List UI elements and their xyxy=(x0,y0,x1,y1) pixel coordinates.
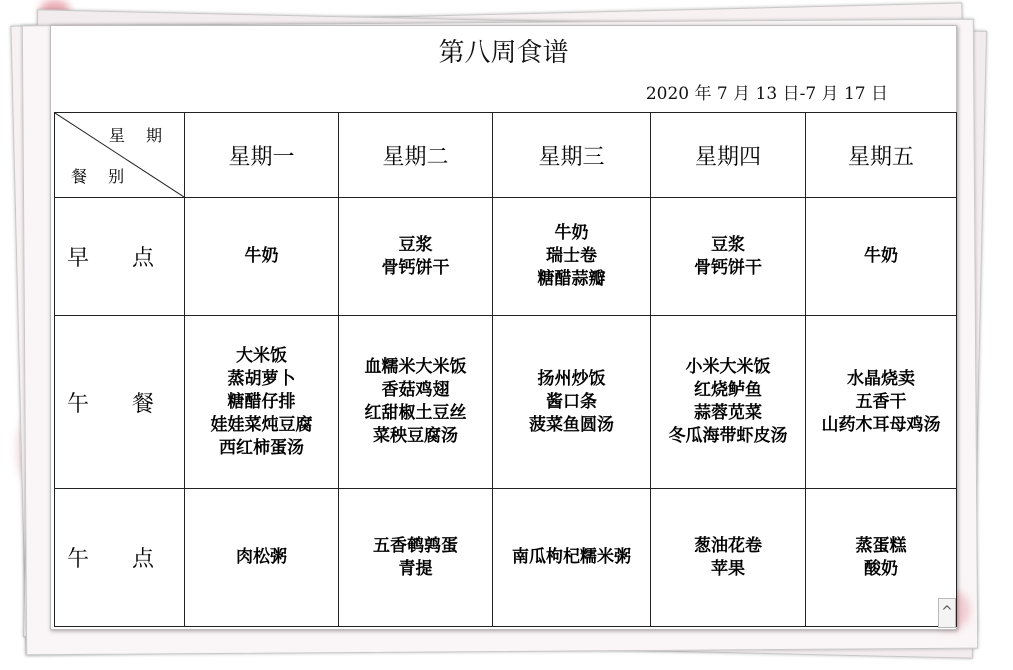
breakfast-row xyxy=(55,198,957,316)
meal-label: 午 餐 xyxy=(55,316,185,489)
dish: 糖醋仔排 xyxy=(227,391,296,412)
menu-cell xyxy=(651,316,806,489)
menu-cell xyxy=(806,316,957,489)
meal-label: 午 点 xyxy=(55,489,185,627)
dish: 肉松粥 xyxy=(236,547,287,567)
meal-label: 早 点 xyxy=(55,198,185,316)
dish: 血糯米大米饭 xyxy=(364,357,467,377)
dish: 骨钙饼干 xyxy=(381,257,450,278)
dish: 酸奶 xyxy=(864,558,898,579)
dish: 牛奶 xyxy=(244,246,279,266)
menu-document xyxy=(50,25,957,630)
snack-row xyxy=(55,489,957,627)
dish: 豆浆 xyxy=(398,234,433,255)
dish: 红甜椒土豆丝 xyxy=(364,403,467,423)
menu-cell xyxy=(806,198,957,316)
dish: 菜秧豆腐汤 xyxy=(373,426,458,446)
day-header: 星期一 xyxy=(185,113,339,198)
page-title: 第八周食谱 xyxy=(438,38,569,68)
day-header: 星期三 xyxy=(493,113,651,198)
dish: 青提 xyxy=(398,558,433,579)
menu-cell xyxy=(651,198,806,316)
menu-cell xyxy=(339,489,493,627)
dish: 瑞士卷 xyxy=(546,246,597,266)
dish: 豆浆 xyxy=(711,234,745,255)
menu-cell xyxy=(339,198,493,316)
dish: 五香干 xyxy=(855,391,907,412)
dish: 葱油花卷 xyxy=(694,535,762,556)
dish: 红烧鲈鱼 xyxy=(694,380,762,400)
dish: 骨钙饼干 xyxy=(694,257,762,278)
dish: 蒸胡萝卜 xyxy=(227,368,296,389)
dish: 牛奶 xyxy=(864,246,898,266)
dish: 南瓜枸杞糯米粥 xyxy=(512,547,631,567)
dish: 牛奶 xyxy=(554,223,589,243)
menu-cell xyxy=(185,489,339,627)
lunch-row xyxy=(55,316,957,489)
date-range: 2020 年 7 月 13 日-7 月 17 日 xyxy=(645,84,888,104)
menu-cell xyxy=(339,316,493,489)
day-header: 星期五 xyxy=(806,113,957,198)
dish: 蒜蓉苋菜 xyxy=(694,403,762,423)
day-header: 星期四 xyxy=(651,113,806,198)
menu-table xyxy=(54,112,957,627)
dish: 糖醋蒜瓣 xyxy=(537,269,606,289)
dish: 扬州炒饭 xyxy=(537,368,606,389)
dish: 蒸蛋糕 xyxy=(855,535,907,556)
dish: 香菇鸡翅 xyxy=(381,380,450,400)
header-row xyxy=(55,113,957,198)
dish: 苹果 xyxy=(711,558,745,579)
menu-cell xyxy=(493,198,651,316)
menu-cell xyxy=(185,316,339,489)
dish: 五香鹌鹑蛋 xyxy=(373,535,458,556)
corner-day-label: 星 期 xyxy=(108,126,170,145)
day-header: 星期二 xyxy=(339,113,493,198)
menu-cell xyxy=(651,489,806,627)
dish: 小米大米饭 xyxy=(685,357,771,377)
menu-cell xyxy=(185,198,339,316)
dish: 大米饭 xyxy=(236,345,287,366)
dish: 菠菜鱼圆汤 xyxy=(529,414,614,435)
dish: 冬瓜海带虾皮汤 xyxy=(668,426,788,446)
dish: 酱口条 xyxy=(546,391,597,412)
dish: 山药木耳母鸡汤 xyxy=(821,414,941,435)
dish: 水晶烧卖 xyxy=(847,368,915,389)
menu-cell xyxy=(806,489,957,627)
dish: 娃娃菜炖豆腐 xyxy=(210,414,313,435)
menu-cell xyxy=(493,316,651,489)
scroll-up-button[interactable]: ^ xyxy=(938,598,956,628)
menu-cell xyxy=(493,489,651,627)
corner-meal-label: 餐 别 xyxy=(71,167,133,186)
corner-header-cell xyxy=(55,113,185,198)
dish: 西红柿蛋汤 xyxy=(219,437,304,458)
